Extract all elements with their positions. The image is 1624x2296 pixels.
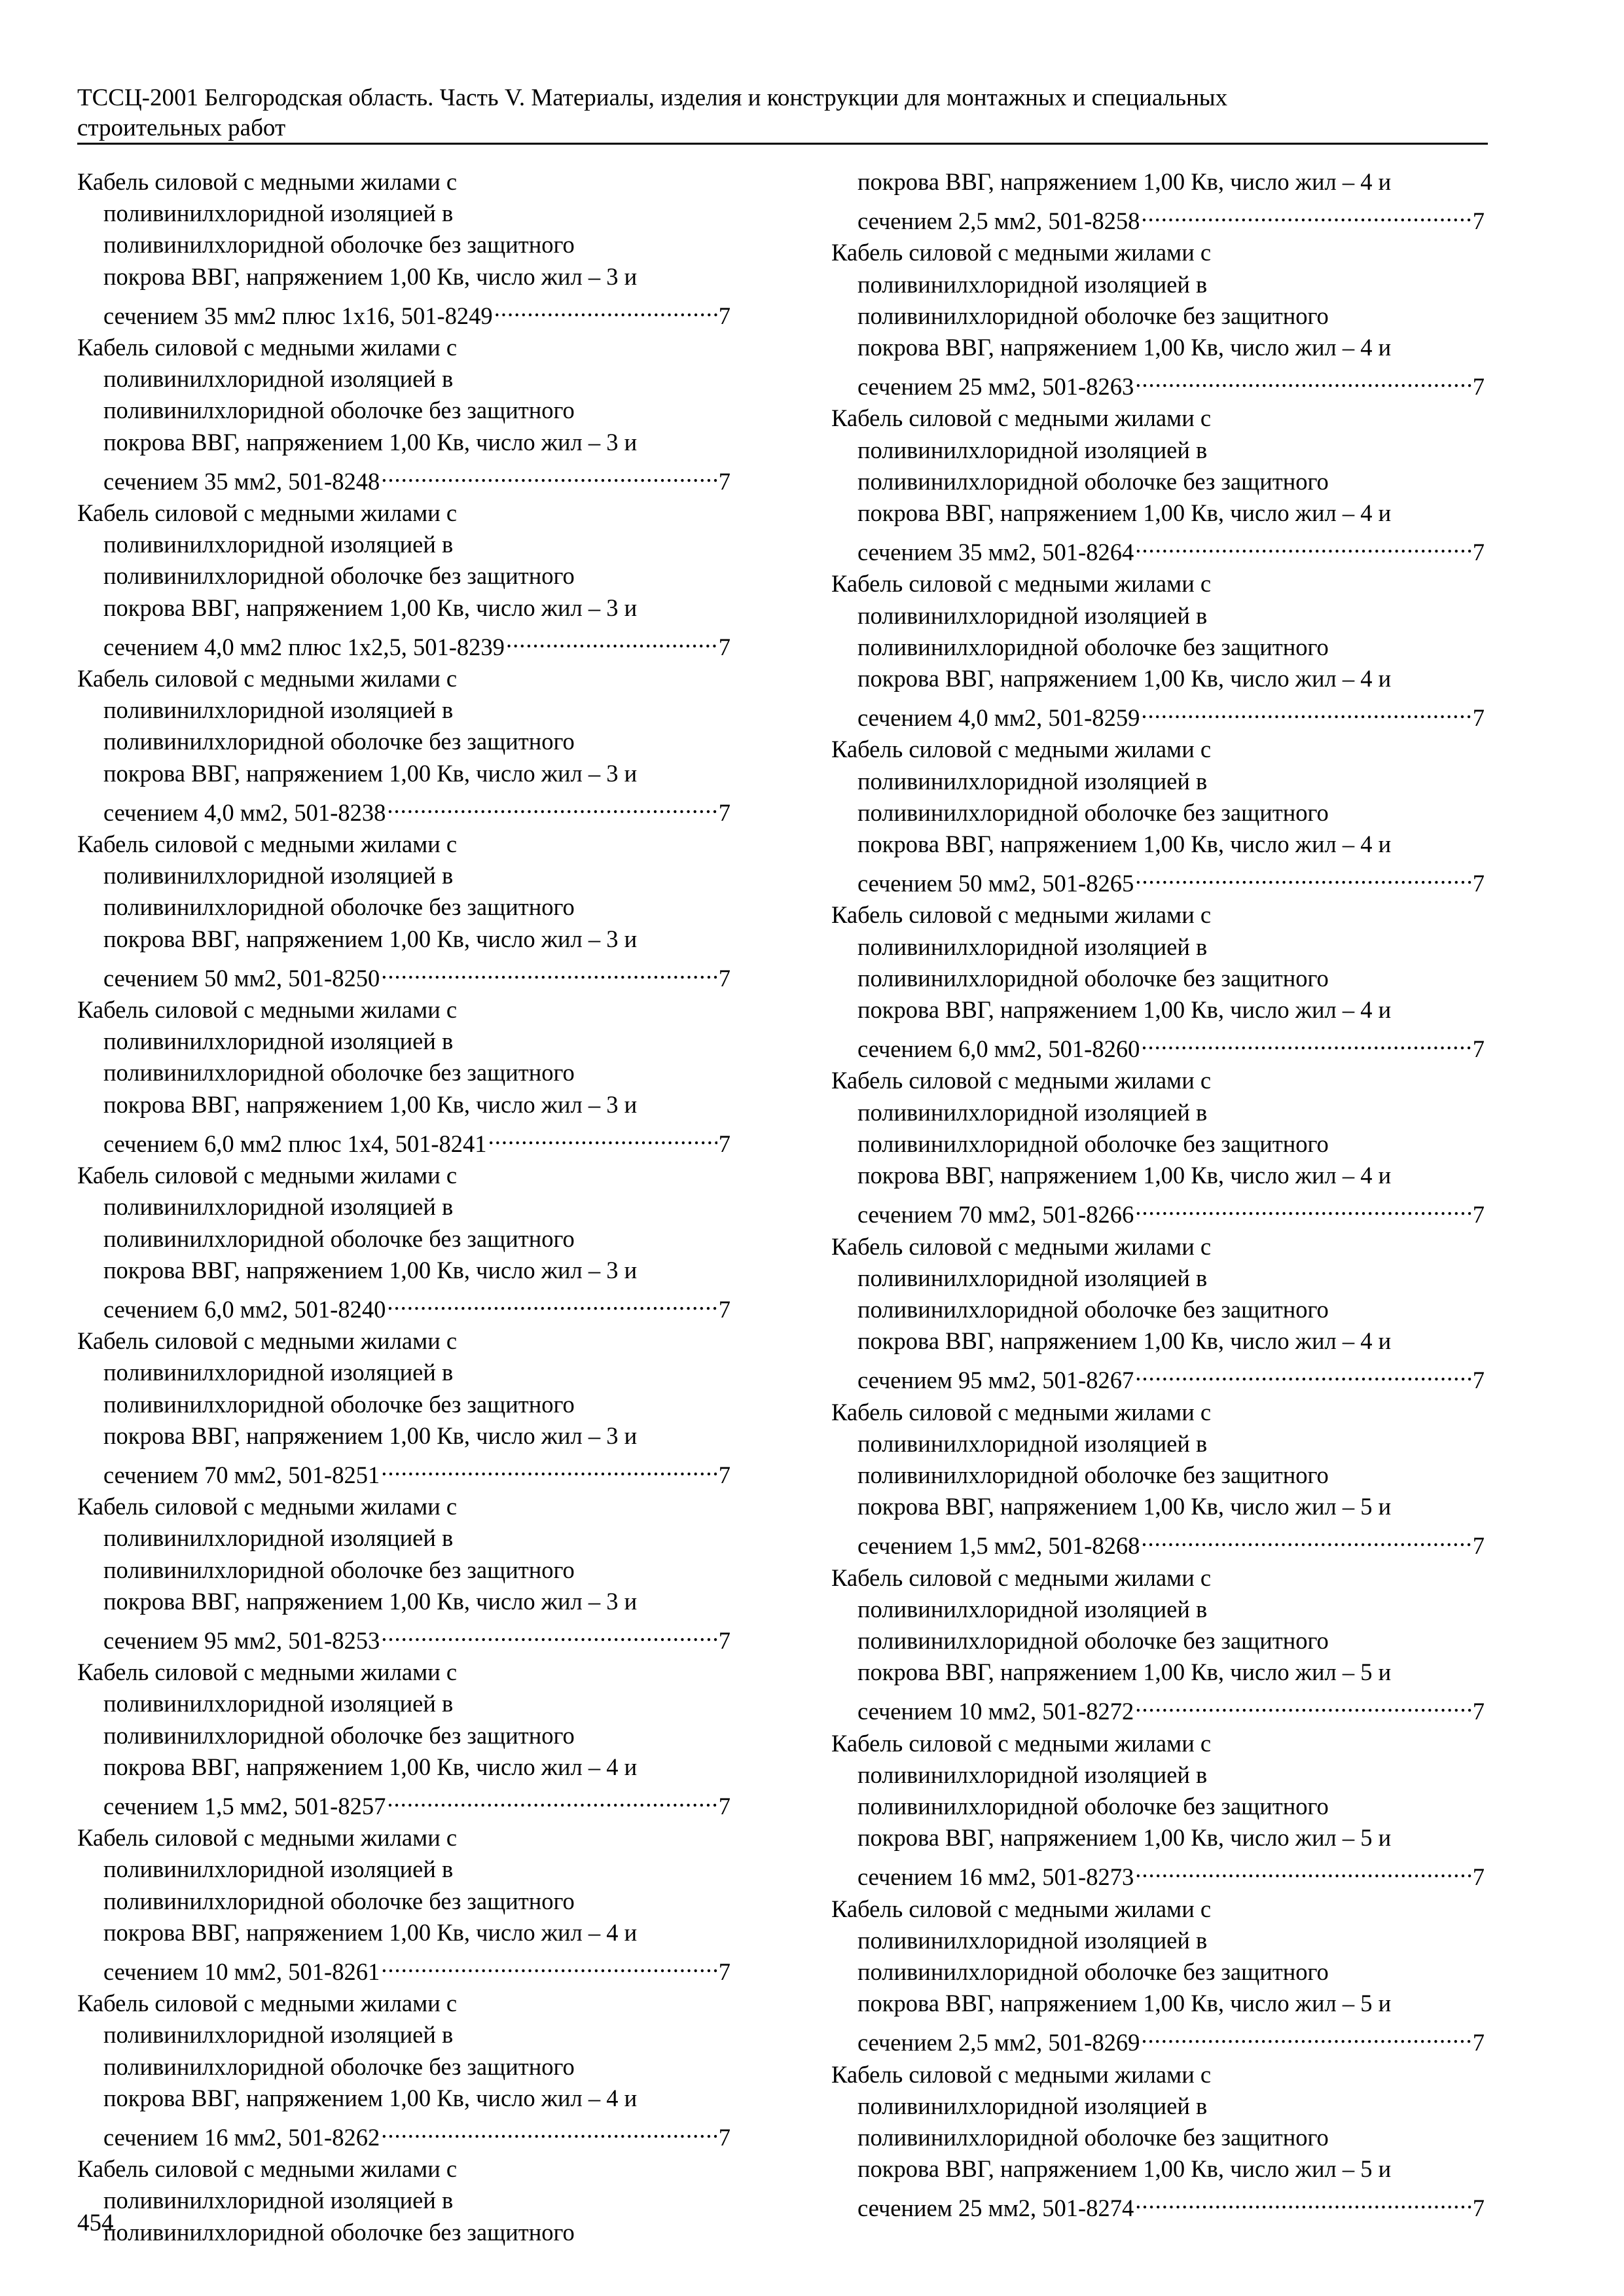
entry-continuation-line: поливинилхлоридной оболочке без защитного bbox=[103, 1556, 575, 1583]
dot-leader bbox=[1135, 529, 1471, 560]
entry-continuation-line: поливинилхлоридной оболочке без защитного bbox=[103, 562, 575, 590]
entry-continuation-line: покрова ВВГ, напряжением 1,00 Кв, число жил – 4 и bbox=[857, 1327, 1392, 1355]
entry-continuation-line: поливинилхлоридной оболочке без защитного bbox=[103, 728, 575, 755]
entry-title-line: Кабель силовой с медными жилами с bbox=[831, 570, 1212, 598]
entry-title-line: Кабель силовой с медными жилами с bbox=[831, 736, 1212, 763]
index-entry bbox=[77, 1657, 731, 1822]
entry-final-line bbox=[831, 1026, 1485, 1065]
entry-continuation-line: покрова ВВГ, напряжением 1,00 Кв, число жил – 5 и bbox=[857, 2155, 1392, 2183]
dot-leader bbox=[381, 1617, 717, 1649]
dot-leader bbox=[1141, 1522, 1471, 1554]
entry-continuation-line: покрова ВВГ, напряжением 1,00 Кв, число жил – 5 и bbox=[857, 1659, 1392, 1686]
entry-title-line: Кабель силовой с медными жилами с bbox=[831, 1729, 1212, 1757]
entry-continuation-line: поливинилхлоридной изоляцией в bbox=[103, 862, 454, 889]
entry-title-line: Кабель силовой с медными жилами с bbox=[831, 1067, 1212, 1094]
entry-continuation-line: поливинилхлоридной оболочке без защитного bbox=[103, 893, 575, 921]
index-entry bbox=[831, 1893, 1485, 2059]
entry-size-code: сечением 95 мм2, 501-8253 bbox=[103, 1626, 380, 1654]
dot-leader bbox=[1141, 694, 1471, 726]
entry-size-code: сечением 25 мм2, 501-8263 bbox=[857, 373, 1134, 401]
entry-title-line: Кабель силовой с медными жилами с bbox=[77, 1990, 458, 2017]
entry-continuation-line: покрова ВВГ, напряжением 1,00 Кв, число жил – 4 и bbox=[103, 1753, 638, 1780]
entry-final-line bbox=[831, 1854, 1485, 1893]
entry-continuation-line: поливинилхлоридной изоляцией в bbox=[857, 601, 1208, 629]
dot-leader bbox=[387, 1286, 717, 1318]
entry-size-code: сечением 6,0 мм2 плюс 1х4, 501-8241 bbox=[103, 1130, 487, 1157]
entry-continuation-line: поливинилхлоридной оболочке без защитного bbox=[857, 1626, 1329, 1654]
entry-size-code: сечением 16 мм2, 501-8262 bbox=[103, 2123, 380, 2151]
entry-continuation-line: поливинилхлоридной изоляцией в bbox=[857, 436, 1208, 463]
entry-size-code: сечением 70 мм2, 501-8266 bbox=[857, 1201, 1134, 1229]
entry-continuation-line: покрова ВВГ, напряжением 1,00 Кв, число жил – 4 и bbox=[857, 831, 1392, 858]
entry-continuation-line: поливинилхлоридной оболочке без защитного bbox=[857, 1295, 1329, 1323]
index-entry bbox=[831, 1562, 1485, 1728]
entry-continuation-line: покрова ВВГ, напряжением 1,00 Кв, число жил – 3 и bbox=[103, 1090, 638, 1118]
entry-final-line bbox=[77, 293, 731, 332]
dot-leader bbox=[381, 1948, 717, 1980]
entry-title-line: Кабель силовой с медными жилами с bbox=[831, 2060, 1212, 2088]
entry-final-line bbox=[831, 694, 1485, 734]
entry-continuation-line: покрова ВВГ, напряжением 1,00 Кв, число жил – 3 и bbox=[103, 925, 638, 952]
index-entry bbox=[831, 237, 1485, 403]
entry-continuation-line: поливинилхлоридной оболочке без защитного bbox=[857, 2123, 1329, 2151]
entry-title-line: Кабель силовой с медными жилами с bbox=[77, 831, 458, 858]
dot-leader bbox=[381, 955, 717, 986]
entry-continuation-line: поливинилхлоридной оболочке без защитного bbox=[103, 397, 575, 424]
entry-continuation-line: покрова ВВГ, напряжением 1,00 Кв, число жил – 3 и bbox=[103, 1256, 638, 1283]
entry-final-line bbox=[77, 1286, 731, 1325]
entry-final-line bbox=[77, 1452, 731, 1491]
dot-leader bbox=[387, 1783, 717, 1814]
entry-page-ref: 7 bbox=[1472, 1035, 1485, 1063]
dot-leader bbox=[1141, 2019, 1471, 2051]
entry-continuation-line: поливинилхлоридной оболочке без защитного bbox=[103, 1059, 575, 1086]
index-entry bbox=[831, 1065, 1485, 1230]
entry-page-ref: 7 bbox=[718, 1461, 731, 1488]
entry-page-ref: 7 bbox=[718, 1958, 731, 1985]
entry-continuation-line: поливинилхлоридной изоляцией в bbox=[103, 1359, 454, 1386]
entry-continuation-line: поливинилхлоридной изоляцией в bbox=[857, 1098, 1208, 1126]
index-entry bbox=[831, 1397, 1485, 1562]
entry-title-line: Кабель силовой с медными жилами с bbox=[831, 1398, 1212, 1426]
index-entry bbox=[831, 899, 1485, 1065]
dot-leader bbox=[494, 293, 717, 324]
entry-size-code: сечением 4,0 мм2, 501-8238 bbox=[103, 798, 386, 826]
entry-final-line bbox=[77, 624, 731, 663]
index-entry bbox=[831, 166, 1485, 237]
entry-continuation-line: поливинилхлоридной изоляцией в bbox=[103, 1193, 454, 1221]
entry-title-line: Кабель силовой с медными жилами с bbox=[77, 334, 458, 361]
index-column-right bbox=[831, 166, 1485, 2225]
entry-title-line: Кабель силовой с медными жилами с bbox=[77, 2155, 458, 2183]
dot-leader bbox=[1135, 1854, 1471, 1885]
entry-page-ref: 7 bbox=[1472, 1367, 1485, 1394]
entry-continuation-line: покрова ВВГ, напряжением 1,00 Кв, число жил – 4 и bbox=[857, 1162, 1392, 1189]
index-entry bbox=[831, 1728, 1485, 1893]
entry-continuation-line: покрова ВВГ, напряжением 1,00 Кв, число жил – 4 и bbox=[857, 334, 1392, 361]
entry-continuation-line: поливинилхлоридной изоляцией в bbox=[103, 696, 454, 724]
entry-title-line: Кабель силовой с медными жилами с bbox=[77, 1327, 458, 1355]
entry-continuation-line: покрова ВВГ, напряжением 1,00 Кв, число жил – 3 и bbox=[103, 759, 638, 787]
entry-continuation-line: поливинилхлоридной оболочке без защитного bbox=[103, 1887, 575, 1914]
entry-continuation-line: поливинилхлоридной изоляцией в bbox=[103, 531, 454, 558]
entry-size-code: сечением 35 мм2, 501-8264 bbox=[857, 539, 1134, 566]
entry-continuation-line: поливинилхлоридной оболочке без защитного bbox=[857, 1792, 1329, 1820]
entry-size-code: сечением 6,0 мм2, 501-8260 bbox=[857, 1035, 1140, 1063]
dot-leader bbox=[1135, 2185, 1471, 2216]
index-entry bbox=[77, 2153, 731, 2248]
entry-page-ref: 7 bbox=[1472, 870, 1485, 897]
entry-title-line: Кабель силовой с медными жилами с bbox=[77, 665, 458, 692]
entry-final-line bbox=[77, 1617, 731, 1657]
entry-continuation-line: поливинилхлоридной оболочке без защитного bbox=[103, 1721, 575, 1749]
entry-continuation-line: покрова ВВГ, напряжением 1,00 Кв, число жил – 4 и bbox=[103, 2084, 638, 2111]
entry-continuation-line: поливинилхлоридной оболочке без защитного bbox=[857, 302, 1329, 329]
entry-size-code: сечением 4,0 мм2, 501-8259 bbox=[857, 704, 1140, 732]
index-entry bbox=[831, 2059, 1485, 2225]
entry-continuation-line: поливинилхлоридной оболочке без защитного bbox=[103, 1390, 575, 1418]
dot-leader bbox=[1135, 363, 1471, 395]
entry-continuation-line: покрова ВВГ, напряжением 1,00 Кв, число жил – 3 и bbox=[103, 262, 638, 290]
running-header bbox=[77, 84, 1488, 145]
index-entry bbox=[77, 994, 731, 1160]
entry-continuation-line: поливинилхлоридной оболочке без защитного bbox=[857, 1461, 1329, 1488]
dot-leader bbox=[387, 789, 717, 821]
entry-continuation-line: покрова ВВГ, напряжением 1,00 Кв, число жил – 3 и bbox=[103, 1422, 638, 1449]
entry-final-line bbox=[77, 1121, 731, 1160]
entry-final-line bbox=[77, 2114, 731, 2153]
dot-leader bbox=[506, 624, 717, 655]
dot-leader bbox=[381, 1452, 717, 1483]
entry-continuation-line: поливинилхлоридной изоляцией в bbox=[857, 270, 1208, 298]
entry-page-ref: 7 bbox=[1472, 373, 1485, 401]
index-entry bbox=[77, 332, 731, 497]
entry-continuation-line: поливинилхлоридной оболочке без защитного bbox=[857, 964, 1329, 992]
entry-final-line bbox=[831, 860, 1485, 899]
index-entry bbox=[77, 1160, 731, 1325]
entry-continuation-line: покрова ВВГ, напряжением 1,00 Кв, число жил – 5 и bbox=[857, 1990, 1392, 2017]
entry-size-code: сечением 6,0 мм2, 501-8240 bbox=[103, 1295, 386, 1323]
entry-continuation-line: поливинилхлоридной изоляцией в bbox=[103, 1856, 454, 1883]
entry-continuation-line: поливинилхлоридной изоляцией в bbox=[103, 1524, 454, 1552]
entry-continuation-line: покрова ВВГ, напряжением 1,00 Кв, число жил – 3 и bbox=[103, 594, 638, 621]
entry-final-line bbox=[831, 2019, 1485, 2058]
entry-continuation-line: поливинилхлоридной оболочке без защитного bbox=[857, 1958, 1329, 1985]
entry-continuation-line: поливинилхлоридной оболочке без защитного bbox=[103, 1225, 575, 1252]
entry-continuation-line: поливинилхлоридной изоляцией в bbox=[857, 1264, 1208, 1291]
entry-page-ref: 7 bbox=[1472, 2029, 1485, 2056]
entry-page-ref: 7 bbox=[1472, 2195, 1485, 2222]
entry-continuation-line: поливинилхлоридной изоляцией в bbox=[857, 767, 1208, 795]
index-entry bbox=[77, 1491, 731, 1657]
entry-title-line: Кабель силовой с медными жилами с bbox=[77, 996, 458, 1024]
entry-title-line: Кабель силовой с медными жилами с bbox=[831, 239, 1212, 266]
entry-final-line bbox=[831, 198, 1485, 237]
entry-size-code: сечением 95 мм2, 501-8267 bbox=[857, 1367, 1134, 1394]
dot-leader bbox=[381, 2114, 717, 2145]
entry-page-ref: 7 bbox=[718, 302, 731, 329]
entry-continuation-line: поливинилхлоридной оболочке без защитного bbox=[857, 798, 1329, 826]
entry-continuation-line: поливинилхлоридной изоляцией в bbox=[103, 200, 454, 227]
entry-continuation-line: поливинилхлоридной изоляцией в bbox=[857, 1429, 1208, 1457]
entry-page-ref: 7 bbox=[718, 1295, 731, 1323]
entry-title-line: Кабель силовой с медными жилами с bbox=[77, 1493, 458, 1520]
entry-page-ref: 7 bbox=[1472, 1698, 1485, 1725]
entry-final-line bbox=[77, 1948, 731, 1988]
entry-continuation-line: поливинилхлоридной оболочке без защитного bbox=[103, 2053, 575, 2080]
entry-continuation-line: поливинилхлоридной оболочке без защитного bbox=[857, 1130, 1329, 1157]
entry-final-line bbox=[77, 1783, 731, 1822]
entry-final-line bbox=[831, 2185, 1485, 2224]
dot-leader bbox=[1141, 198, 1471, 229]
index-entry bbox=[77, 166, 731, 332]
entry-title-line: Кабель силовой с медными жилами с bbox=[831, 901, 1212, 929]
entry-continuation-line: покрова ВВГ, напряжением 1,00 Кв, число жил – 4 и bbox=[857, 499, 1392, 527]
entry-size-code: сечением 25 мм2, 501-8274 bbox=[857, 2195, 1134, 2222]
entry-page-ref: 7 bbox=[1472, 704, 1485, 732]
entry-page-ref: 7 bbox=[1472, 207, 1485, 235]
index-column-left bbox=[77, 166, 731, 2248]
entry-continuation-line: поливинилхлоридной изоляцией в bbox=[857, 1926, 1208, 1954]
entry-continuation-line: поливинилхлоридной изоляцией в bbox=[857, 933, 1208, 960]
entry-final-line bbox=[831, 1522, 1485, 1562]
entry-size-code: сечением 2,5 мм2, 501-8269 bbox=[857, 2029, 1140, 2056]
index-entry bbox=[831, 1231, 1485, 1397]
entry-continuation-line: покрова ВВГ, напряжением 1,00 Кв, число жил – 3 и bbox=[103, 1587, 638, 1615]
entry-final-line bbox=[77, 955, 731, 994]
entry-title-line: Кабель силовой с медными жилами с bbox=[77, 168, 458, 195]
entry-title-line: Кабель силовой с медными жилами с bbox=[831, 1895, 1212, 1922]
entry-size-code: сечением 4,0 мм2 плюс 1х2,5, 501-8239 bbox=[103, 633, 505, 660]
entry-page-ref: 7 bbox=[1472, 1201, 1485, 1229]
entry-continuation-line: поливинилхлоридной оболочке без защитного bbox=[103, 2218, 575, 2246]
entry-continuation-line: поливинилхлоридной изоляцией в bbox=[857, 1595, 1208, 1623]
dot-leader bbox=[488, 1121, 717, 1152]
entry-continuation-line: поливинилхлоридной изоляцией в bbox=[103, 1690, 454, 1717]
index-entry bbox=[77, 1988, 731, 2153]
entry-page-ref: 7 bbox=[1472, 539, 1485, 566]
entry-continuation-line: поливинилхлоридной оболочке без защитного bbox=[857, 633, 1329, 660]
entry-title-line: Кабель силовой с медными жилами с bbox=[77, 1824, 458, 1852]
entry-page-ref: 7 bbox=[718, 1792, 731, 1820]
entry-size-code: сечением 35 мм2 плюс 1х16, 501-8249 bbox=[103, 302, 493, 329]
entry-title-line: Кабель силовой с медными жилами с bbox=[77, 1659, 458, 1686]
entry-final-line bbox=[77, 789, 731, 829]
entry-title-line: Кабель силовой с медными жилами с bbox=[77, 1162, 458, 1189]
entry-page-ref: 7 bbox=[718, 1130, 731, 1157]
entry-page-ref: 7 bbox=[718, 2123, 731, 2151]
entry-continuation-line: покрова ВВГ, напряжением 1,00 Кв, число жил – 3 и bbox=[103, 428, 638, 456]
entry-size-code: сечением 1,5 мм2, 501-8257 bbox=[103, 1792, 386, 1820]
entry-size-code: сечением 2,5 мм2, 501-8258 bbox=[857, 207, 1140, 235]
header-title-line: ТССЦ-2001 Белгородская область. Часть V. Материалы, изделия и конструкции для монтажных и специальных bbox=[77, 84, 1228, 111]
entry-title-line: Кабель силовой с медными жилами с bbox=[831, 404, 1212, 432]
entry-continuation-line: покрова ВВГ, напряжением 1,00 Кв, число жил – 5 и bbox=[857, 1824, 1392, 1852]
entry-continuation-line: поливинилхлоридной изоляцией в bbox=[103, 2187, 454, 2214]
index-entry bbox=[77, 1325, 731, 1491]
entry-size-code: сечением 10 мм2, 501-8261 bbox=[103, 1958, 380, 1985]
entry-page-ref: 7 bbox=[718, 1626, 731, 1654]
entry-size-code: сечением 16 мм2, 501-8273 bbox=[857, 1863, 1134, 1891]
page-number: 454 bbox=[77, 2210, 114, 2236]
dot-leader bbox=[1135, 1688, 1471, 1719]
entry-size-code: сечением 1,5 мм2, 501-8268 bbox=[857, 1532, 1140, 1560]
entry-size-code: сечением 50 мм2, 501-8265 bbox=[857, 870, 1134, 897]
entry-page-ref: 7 bbox=[718, 633, 731, 660]
entry-size-code: сечением 35 мм2, 501-8248 bbox=[103, 467, 380, 495]
entry-final-line bbox=[831, 1191, 1485, 1230]
entry-size-code: сечением 70 мм2, 501-8251 bbox=[103, 1461, 380, 1488]
entry-page-ref: 7 bbox=[718, 964, 731, 992]
entry-continuation-line: поливинилхлоридной оболочке без защитного bbox=[103, 231, 575, 259]
entry-title-line: Кабель силовой с медными жилами с bbox=[77, 499, 458, 527]
entry-final-line bbox=[831, 529, 1485, 568]
entry-final-line bbox=[77, 458, 731, 497]
entry-page-ref: 7 bbox=[718, 467, 731, 495]
entry-page-ref: 7 bbox=[718, 798, 731, 826]
index-entry bbox=[831, 734, 1485, 899]
dot-leader bbox=[1135, 1191, 1471, 1223]
entry-page-ref: 7 bbox=[1472, 1863, 1485, 1891]
entry-title-line: Кабель силовой с медными жилами с bbox=[831, 1564, 1212, 1591]
entry-continuation-line: поливинилхлоридной изоляцией в bbox=[103, 1028, 454, 1055]
header-title-continuation: строительных работ bbox=[77, 115, 286, 141]
index-entry bbox=[831, 403, 1485, 568]
entry-continuation-line: покрова ВВГ, напряжением 1,00 Кв, число жил – 4 и bbox=[857, 665, 1392, 692]
index-entry bbox=[77, 497, 731, 663]
entry-continuation-line: поливинилхлоридной изоляцией в bbox=[857, 2092, 1208, 2119]
index-entry bbox=[77, 829, 731, 994]
index-entry bbox=[77, 663, 731, 829]
dot-leader bbox=[1141, 1026, 1471, 1057]
entry-final-line bbox=[831, 1357, 1485, 1396]
entry-continuation-line: покрова ВВГ, напряжением 1,00 Кв, число жил – 4 и bbox=[857, 168, 1392, 195]
dot-leader bbox=[381, 458, 717, 490]
dot-leader bbox=[1135, 1357, 1471, 1388]
entry-continuation-line: поливинилхлоридной изоляцией в bbox=[857, 1761, 1208, 1788]
entry-continuation-line: поливинилхлоридной оболочке без защитного bbox=[857, 467, 1329, 495]
entry-continuation-line: поливинилхлоридной изоляцией в bbox=[103, 2021, 454, 2049]
index-entry bbox=[77, 1822, 731, 1988]
entry-continuation-line: покрова ВВГ, напряжением 1,00 Кв, число жил – 5 и bbox=[857, 1493, 1392, 1520]
index-entry bbox=[831, 568, 1485, 734]
entry-page-ref: 7 bbox=[1472, 1532, 1485, 1560]
entry-final-line bbox=[831, 1688, 1485, 1727]
entry-size-code: сечением 50 мм2, 501-8250 bbox=[103, 964, 380, 992]
entry-continuation-line: покрова ВВГ, напряжением 1,00 Кв, число жил – 4 и bbox=[857, 996, 1392, 1024]
entry-size-code: сечением 10 мм2, 501-8272 bbox=[857, 1698, 1134, 1725]
entry-continuation-line: покрова ВВГ, напряжением 1,00 Кв, число жил – 4 и bbox=[103, 1918, 638, 1946]
dot-leader bbox=[1135, 860, 1471, 891]
entry-title-line: Кабель силовой с медными жилами с bbox=[831, 1232, 1212, 1260]
entry-continuation-line: поливинилхлоридной изоляцией в bbox=[103, 365, 454, 393]
entry-final-line bbox=[831, 363, 1485, 403]
